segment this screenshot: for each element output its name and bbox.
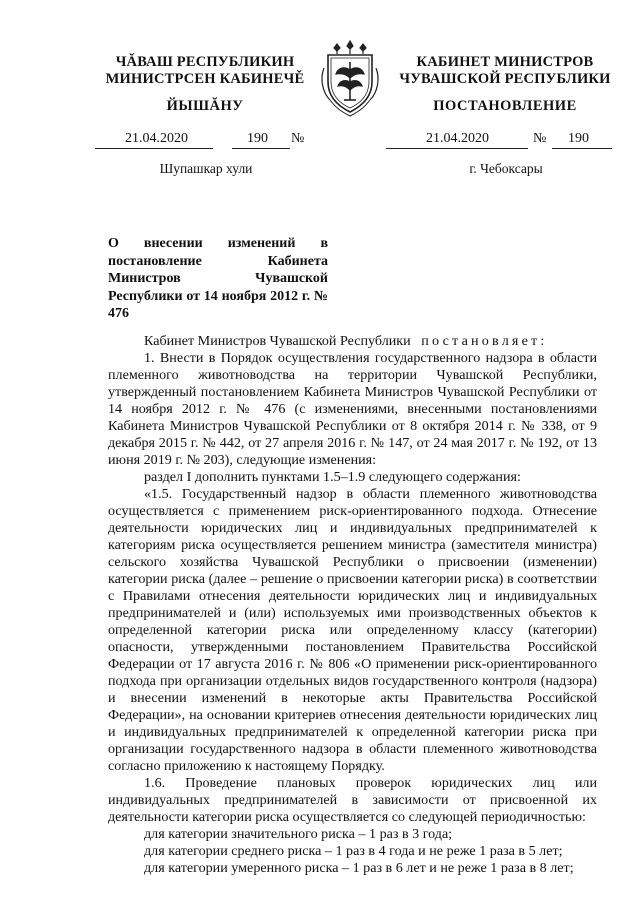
header-right-line2: ЧУВАШСКОЙ РЕСПУБЛИКИ [399,71,611,87]
registration-date-right: 21.04.2020 [426,131,489,146]
body-paragraph-2: раздел I дополнить пунктами 1.5–1.9 следующего содержания: [144,469,521,485]
registration-number-right: 190 [568,131,589,146]
place-chuvash: Шупашкар хули [159,161,253,176]
coat-of-arms-emblem [316,38,384,118]
number-sign-left: № [291,131,305,146]
header-left-line1: ЧĂВАШ РЕСПУБЛИКИН [115,54,295,70]
body-paragraph-1: 1. Внести в Порядок осуществления государственного надзора в области племенного животноводства на территории Чувашской Республики, утвержденный постановлением Кабинета Министров Чувашской Республики от 14 ноября 2012 г. № 476 (с изменениями, внесенными постановлениями Кабинета Министров Чувашской Республики от 8 октября 2014 г. № 338, от 9 декабря 2015 г. № 442, от 27 апреля 2016 г. № 147, от 24 мая 2017 г. № 192, от 13 июня 2019 г. № 203), следующие изменения: [108,350,597,468]
header-right-russian [385,54,625,88]
registration-left [95,131,317,149]
registration-number-left: 190 [247,131,268,146]
doc-type-russian: ПОСТАНОВЛЕНИЕ [433,98,577,114]
number-sign-right: № [533,131,547,146]
date-underline-right [386,147,528,149]
body-paragraph-7: для категории умеренного риска – 1 раз в 6 лет и не реже 1 раза в 8 лет; [144,860,574,876]
body-intro [108,333,597,350]
header-left-line2: МИНИСТРСЕН КАБИНЕЧĚ [105,71,305,87]
body-paragraph-4: 1.6. Проведение плановых проверок юридических лиц или индивидуальных предпринимателей в зависимости от присвоенной их деятельности категории риска осуществляется со следующей периодичностью: [108,775,597,825]
document-title: О внесении изменений в постановление Кабинета Министров Чувашской Республики от 14 ноября 2012 г. № 476 [108,236,328,321]
header-left-chuvash [95,54,315,88]
intro-decree-word: постановляет: [421,333,548,349]
registration-date-left: 21.04.2020 [125,131,188,146]
doc-type-chuvash: ЙЫШĂНУ [166,98,244,114]
body-paragraph-5: для категории значительного риска – 1 раз в 3 года; [144,826,453,842]
header-right-line1: КАБИНЕТ МИНИСТРОВ [416,54,594,70]
body-paragraph-3: «1.5. Государственный надзор в области племенного животноводства осуществляется с применением риск-ориентированного подхода. Отнесение деятельности юридических лиц и индивидуальных предпринимателей к категориям риска осуществляется решением министра (заместителя министра) сельского хозяйства Чувашской Республики о присвоении (изменении) категории риска (далее – решение о присвоении категории риска) в соответствии с Правилами отнесения деятельности юридических лиц и индивидуальных предпринимателей и (или) используемых ими производственных объектов к определенной категории риска или определенному классу (категории) опасности, утвержденными постановлением Правительства Российской Федерации от 17 августа 2016 г. № 806 «О применении риск-ориентированного подхода при организации отдельных видов государственного контроля (надзора) и внесении изменений в некоторые акты Правительства Российской Федерации», на основании критериев отнесения деятельности юридических лиц и индивидуальных предпринимателей к определенной категории риска при организации государственного надзора в области племенного животноводства согласно приложению к настоящему Порядку. [108,486,597,774]
intro-text: Кабинет Министров Чувашской Республики [144,333,411,349]
document-body [108,333,597,877]
place-russian: г. Чебоксары [469,161,543,176]
number-underline-left [232,147,290,149]
date-underline-left [95,147,213,149]
body-paragraph-6: для категории среднего риска – 1 раз в 4 года и не реже 1 раза в 5 лет; [144,843,563,859]
registration-right [386,131,626,149]
number-underline-right [552,147,612,149]
